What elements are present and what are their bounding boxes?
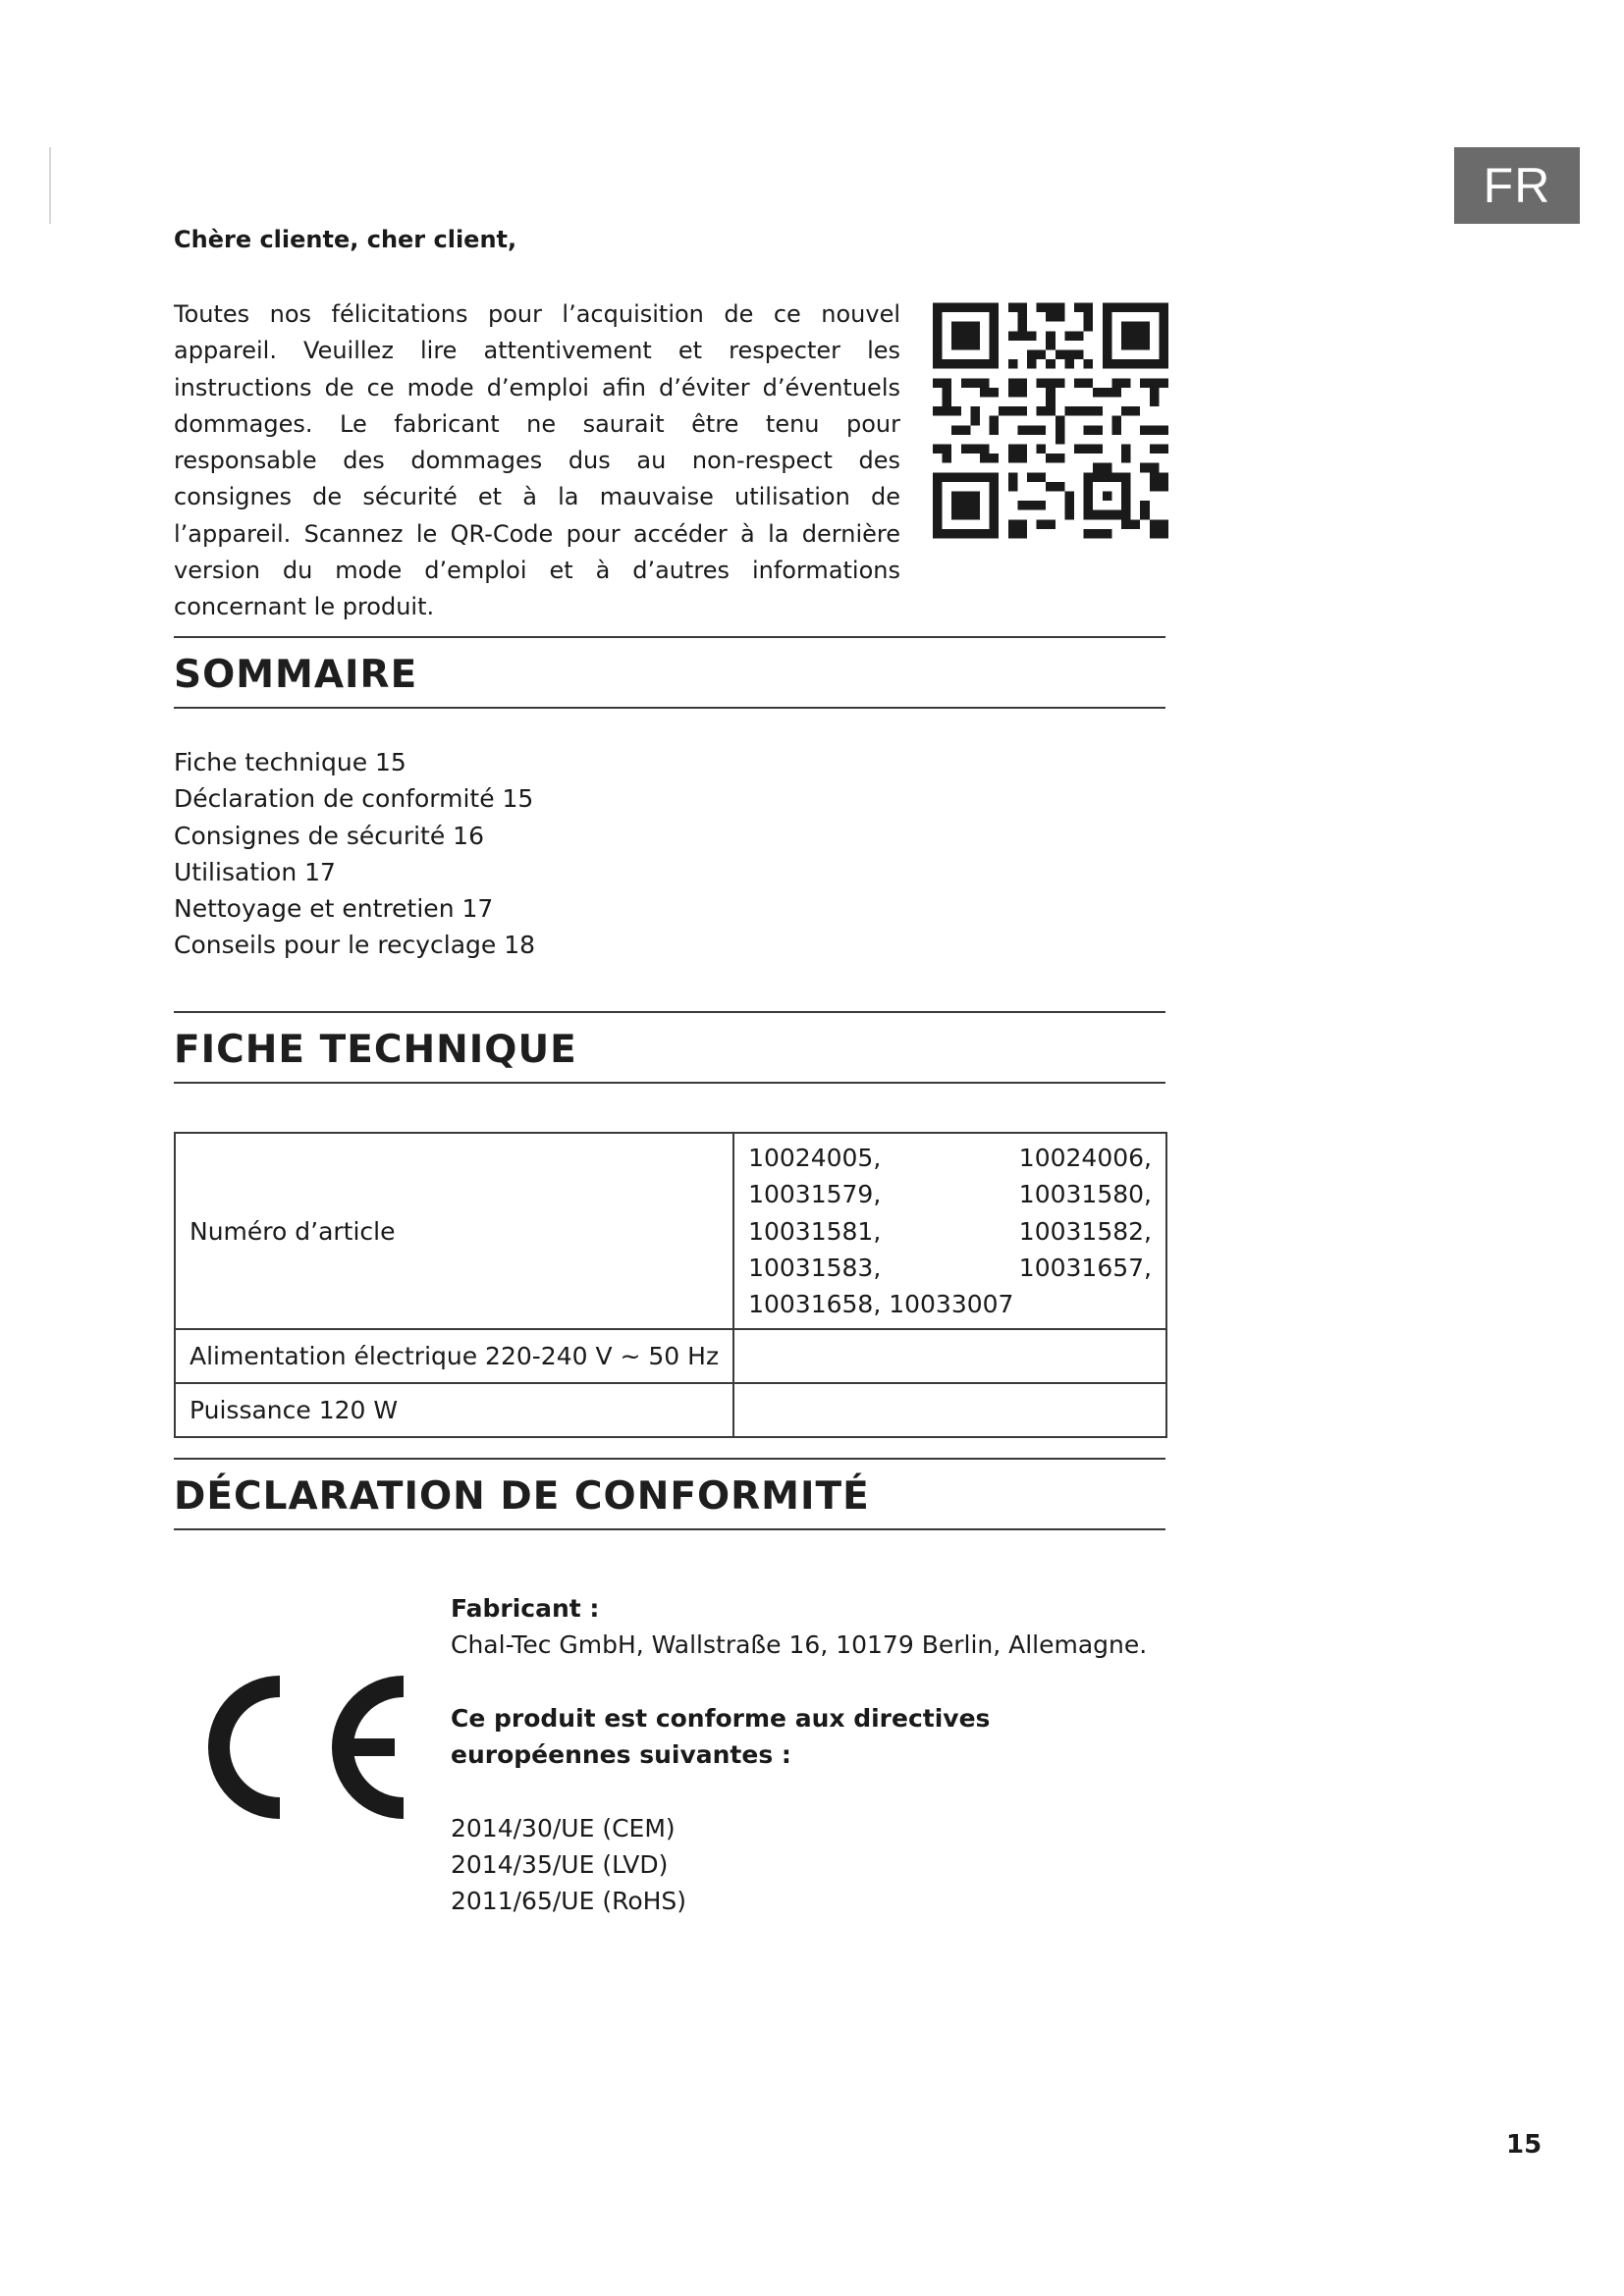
directive-item: 2014/35/UE (LVD)	[451, 1850, 669, 1880]
toc-item[interactable]: Conseils pour le recyclage 18	[174, 931, 536, 960]
section-title: DÉCLARATION DE CONFORMITÉ	[174, 1474, 870, 1519]
margin-mark	[49, 147, 51, 224]
directive-item: 2011/65/UE (RoHS)	[451, 1887, 687, 1916]
section-header-conformity	[174, 1458, 1165, 1530]
specifications-table	[174, 1132, 1167, 1438]
section-header-specs	[174, 1011, 1165, 1084]
power-cell: Puissance 120 W	[175, 1383, 733, 1437]
manufacturer-block	[451, 1590, 1167, 1920]
table-row	[175, 1383, 1166, 1437]
language-tab: FR	[1454, 147, 1580, 224]
table-row	[175, 1329, 1166, 1383]
greeting: Chère cliente, cher client,	[174, 226, 517, 253]
page-number: 15	[1506, 2130, 1543, 2160]
table-of-contents	[174, 744, 535, 964]
directive-item: 2014/30/UE (CEM)	[451, 1813, 676, 1842]
manufacturer-label: Fabricant :	[451, 1594, 600, 1623]
table-row	[175, 1133, 1166, 1329]
toc-item[interactable]: Utilisation 17	[174, 857, 336, 886]
manufacturer-address: Chal-Tec GmbH, Wallstraße 16, 10179 Berlin, Allemagne.	[451, 1630, 1148, 1660]
toc-item[interactable]: Fiche technique 15	[174, 748, 406, 776]
toc-item[interactable]: Nettoyage et entretien 17	[174, 894, 494, 924]
directives-intro: Ce produit est conforme aux directives européennes suivantes :	[451, 1703, 991, 1770]
section-title: FICHE TECHNIQUE	[174, 1028, 577, 1072]
empty-cell	[733, 1329, 1166, 1383]
empty-cell	[733, 1383, 1166, 1437]
power-supply-cell: Alimentation électrique 220-240 V ~ 50 Hz	[175, 1329, 733, 1383]
section-header-summary	[174, 636, 1165, 709]
section-title: SOMMAIRE	[174, 653, 418, 697]
ce-mark-icon	[192, 1669, 414, 1826]
toc-item[interactable]: Consignes de sécurité 16	[174, 821, 484, 850]
qr-code-icon[interactable]	[933, 300, 1168, 541]
article-number-label: Numéro d’article	[175, 1133, 733, 1329]
toc-item[interactable]: Déclaration de conformité 15	[174, 784, 534, 814]
intro-paragraph: Toutes nos félicitations pour l’acquisition de ce nouvel appareil. Veuillez lire attentivement et respecter les instructions de ce mode d’emploi afin d’éviter d’éventuels dommages. Le fabricant ne saurait être tenu pour responsable des dommages dus au non-respect des consignes de sécurité et à la mauvaise utilisation de l’appareil. Scannez le QR-Code pour accéder à la dernière version du mode d’emploi et à d’autres informations concernant le produit.	[174, 300, 900, 621]
article-number-value: 10024005, 10024006, 10031579, 10031580, 10031581, 10031582, 10031583, 10031657, 10031658, 10033007	[733, 1133, 1166, 1329]
